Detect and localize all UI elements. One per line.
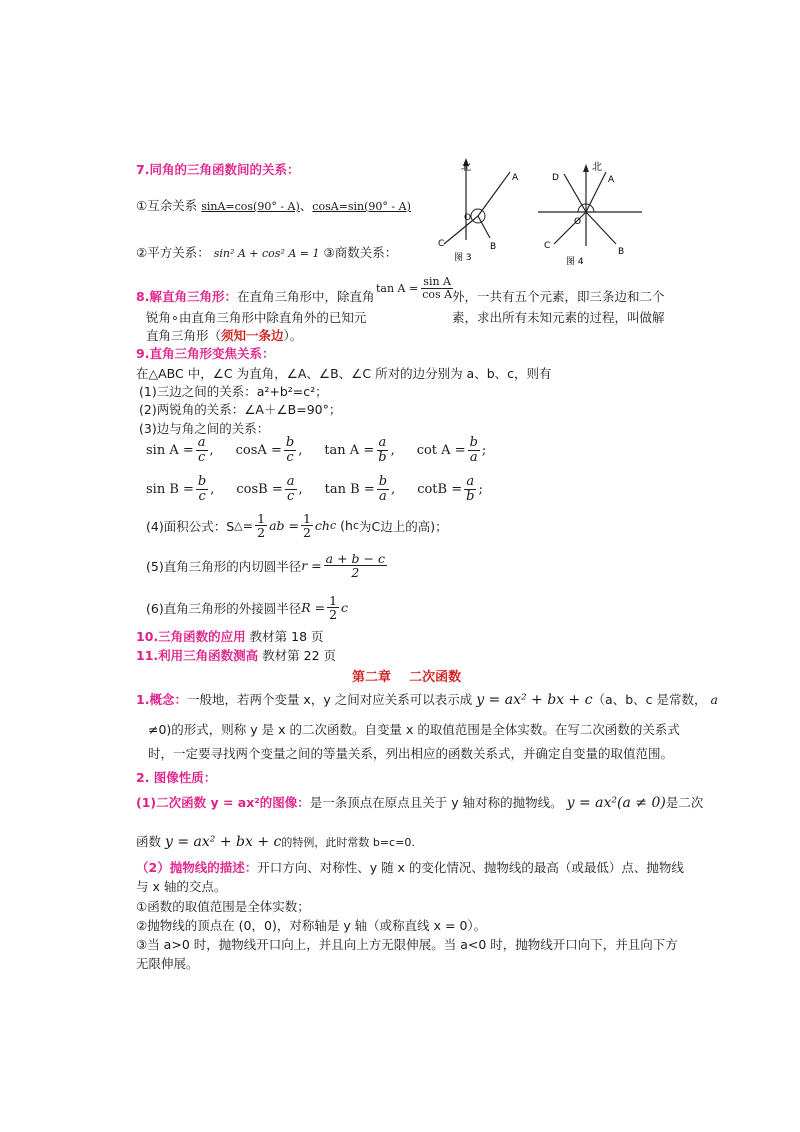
tan-formula bbox=[376, 276, 456, 300]
section11-label: 11.利用三角函数测高 bbox=[136, 648, 259, 663]
section11-text: 教材第 22 页 bbox=[262, 648, 336, 663]
fig4-arrow-icon bbox=[583, 164, 589, 172]
cotA-label: cot A = bbox=[416, 442, 466, 458]
section8-text3: 直角三角形（ bbox=[146, 328, 222, 343]
property1-text: 是一条顶点在原点且关于 y 轴对称的抛物线。 bbox=[309, 795, 563, 810]
line2-suffix: ③商数关系： bbox=[323, 245, 398, 260]
section9-item6 bbox=[146, 594, 348, 621]
property-item1: ①函数的取值范围是全体实数； bbox=[136, 899, 310, 914]
figure-4-diagram bbox=[538, 158, 643, 270]
cotA-den: a bbox=[469, 449, 478, 465]
section8-text3-emphasis: 须知一条边 bbox=[221, 328, 284, 343]
item5-den: 2 bbox=[351, 565, 360, 581]
section10-text: 教材第 18 页 bbox=[249, 629, 324, 644]
fig3-north-label: 北 bbox=[461, 162, 471, 173]
property2-line1 bbox=[136, 858, 684, 876]
section9-item4 bbox=[146, 512, 448, 539]
item6-num: 1 bbox=[329, 593, 338, 608]
section8-label: 8.解直角三角形： bbox=[136, 289, 237, 304]
item4-half2-num: 1 bbox=[302, 511, 311, 526]
fig4-caption: 图 4 bbox=[566, 257, 584, 267]
fig3-caption: 图 3 bbox=[454, 253, 472, 263]
tan-numerator: sin A bbox=[423, 275, 451, 288]
item4-sub: △ bbox=[234, 519, 243, 533]
cosA-label: cosA = bbox=[235, 442, 282, 458]
concept-a-tail: a bbox=[710, 692, 718, 707]
tanA-num: a bbox=[378, 435, 387, 450]
property1-line1 bbox=[136, 793, 703, 811]
fig3-ray-a bbox=[478, 172, 510, 216]
item4-half-den: 2 bbox=[257, 525, 266, 541]
fig4-north-label: 北 bbox=[592, 162, 602, 173]
line2-prefix: ②平方关系： bbox=[136, 245, 210, 260]
property1-tail: 是二次 bbox=[665, 795, 704, 810]
property2-label: （2）抛物线的描述： bbox=[136, 860, 258, 875]
section10 bbox=[136, 627, 324, 645]
line1-sep: 、 bbox=[299, 198, 313, 213]
item4-half2-den: 2 bbox=[302, 525, 311, 541]
section9-item1: (1)三边之间的关系：a²+b²=c²； bbox=[139, 384, 328, 399]
property-item3b: 无限伸展。 bbox=[136, 956, 199, 971]
item5-r: r = bbox=[301, 558, 322, 574]
property1-line2b: 的特例，此时常数 b=c=0. bbox=[281, 836, 415, 849]
trig-row-a: sin A = $\frac{a}{c}$ , cosA = $\frac{b}{c}$ , tan A = $\frac{a}{b}$ , cot A = $\frac{b}{a}$ ; bbox=[146, 435, 487, 465]
item4-eq: = bbox=[242, 518, 254, 534]
section10-label: 10.三角函数的应用 bbox=[136, 629, 246, 644]
property2-text: 开口方向、对称性、y 随 x 的变化情况、抛物线的最高（或最低）点、抛物线 bbox=[257, 860, 684, 875]
item4-suffix-sub: c bbox=[352, 519, 360, 533]
item5-prefix: (5)直角三角形的内切圆半径 bbox=[146, 558, 302, 574]
cosB-num: a bbox=[286, 474, 295, 489]
tan-denominator: cos A bbox=[422, 287, 453, 301]
section8-text1b: 外，一共有五个元素，即三条边和二个 bbox=[452, 289, 665, 304]
item6-prefix: (6)直角三角形的外接圆半径 bbox=[146, 600, 302, 616]
section8-text1: 在直角三角形中，除直角 bbox=[236, 289, 375, 304]
properties-label: 2. 图像性质： bbox=[136, 770, 217, 785]
section9-item2: (2)两锐角的关系：∠A＋∠B=90°； bbox=[139, 402, 342, 417]
item4-ch: ch bbox=[314, 518, 330, 534]
fig3-b-label: B bbox=[490, 242, 497, 252]
tanB-label: tan B = bbox=[324, 481, 375, 497]
concept-text1: 一般地，若两个变量 x，y 之间对应关系可以表示成 bbox=[186, 692, 473, 707]
item6-den: 2 bbox=[329, 607, 338, 623]
item4-prefix: (4)面积公式：S bbox=[146, 518, 235, 534]
tan-lhs: tan A = bbox=[376, 281, 419, 295]
section9-item5 bbox=[146, 552, 389, 579]
line1-eq1: sinA=cos(90° - A) bbox=[201, 200, 300, 213]
property-item2: ②抛物线的顶点在 (0，0)，对称轴是 y 轴（或称直线 x = 0）。 bbox=[136, 918, 487, 933]
item6-r: R = bbox=[301, 600, 326, 616]
section7-line1 bbox=[136, 196, 411, 214]
item4-half-num: 1 bbox=[257, 511, 266, 526]
section9-title: 9.直角三角形变焦关系： bbox=[136, 346, 275, 361]
fig4-o-label: O bbox=[574, 217, 582, 227]
section7-line2 bbox=[136, 243, 397, 261]
fig4-b-label: B bbox=[618, 247, 625, 257]
item4-suffix-end: 为C边上的高)； bbox=[359, 518, 448, 534]
trig-row-b: sin B = $\frac{b}{c}$ , cosB = $\frac{a}{c}$ , tan B = $\frac{b}{a}$ , cotB = $\frac{a}{b}$ ; bbox=[146, 474, 483, 504]
section8-text2: 锐角∘由直角三角形中除直角外的已知元 bbox=[146, 310, 367, 325]
concept-text1b: （a、b、c 是常数， bbox=[592, 692, 707, 707]
fig3-o-label: O bbox=[464, 213, 472, 223]
item6-c: c bbox=[341, 600, 349, 616]
sinA-label: sin A = bbox=[146, 442, 194, 458]
section9-item3: (3)边与角之间的关系： bbox=[139, 421, 270, 436]
section8-line3 bbox=[146, 326, 302, 344]
concept-line3: 时，一定要寻找两个变量之间的等量关系，列出相应的函数关系式，并确定自变量的取值范围。 bbox=[148, 746, 674, 761]
item4-ab: ab = bbox=[269, 518, 299, 534]
property-item3: ③当 a>0 时，抛物线开口向上，并且向上方无限伸展。当 a<0 时，抛物线开口向下，并且向下方 bbox=[136, 937, 678, 952]
fig3-c-label: C bbox=[438, 239, 445, 249]
line1-eq2: cosA=sin(90° - A) bbox=[312, 200, 411, 213]
fig4-ray-b bbox=[586, 212, 616, 244]
sinB-num: b bbox=[197, 474, 207, 489]
cotA-num: b bbox=[469, 435, 478, 450]
cosB-den: c bbox=[286, 488, 295, 504]
property1-line2-formula: y = ax² + bx + c bbox=[165, 834, 282, 850]
concept-line2: ≠0)的形式，则称 y 是 x 的二次函数。自变量 x 的取值范围是全体实数。在写二次函数的关系式 bbox=[148, 722, 680, 737]
property1-line2a: 函数 bbox=[136, 834, 162, 849]
cotB-den: b bbox=[466, 488, 475, 504]
section8-text3-end: ）。 bbox=[283, 328, 303, 343]
section8-line1 bbox=[136, 287, 374, 305]
cosA-num: b bbox=[285, 435, 295, 450]
property1-formula: y = ax²(a ≠ 0) bbox=[566, 795, 666, 811]
tanA-den: b bbox=[378, 449, 387, 465]
sinA-num: a bbox=[197, 435, 206, 450]
fig4-ray-a bbox=[586, 172, 606, 212]
cotB-num: a bbox=[466, 474, 475, 489]
cosB-label: cosB = bbox=[236, 481, 283, 497]
property2-line2: 与 x 轴的交点。 bbox=[136, 879, 227, 894]
section9-intro: 在△ABC 中，∠C 为直角，∠A、∠B、∠C 所对的边分别为 a、b、c，则有 bbox=[136, 366, 552, 381]
sinB-den: c bbox=[198, 488, 206, 504]
tanB-den: a bbox=[379, 488, 387, 504]
sinB-label: sin B = bbox=[146, 481, 194, 497]
sinA-den: c bbox=[197, 449, 206, 465]
property1-label: (1)二次函数 y = ax²的图像： bbox=[136, 795, 310, 810]
fig3-a-label: A bbox=[512, 173, 519, 183]
item4-suffix: (h bbox=[340, 518, 353, 534]
concept-formula: y = ax² + bx + c bbox=[476, 692, 593, 708]
line1-prefix: ①互余关系 bbox=[136, 198, 198, 213]
cosA-den: c bbox=[286, 449, 294, 465]
fig4-ray-c bbox=[554, 212, 586, 244]
property1-line2 bbox=[136, 832, 415, 850]
section7-title: 7.同角的三角函数间的关系： bbox=[136, 162, 300, 177]
cotB-label: cotB = bbox=[417, 481, 463, 497]
fig4-d-label: D bbox=[552, 173, 559, 183]
square-relation-formula: sin² A + cos² A = 1 bbox=[213, 247, 320, 260]
figure-3-diagram bbox=[428, 150, 533, 265]
item5-num: a + b − c bbox=[325, 551, 385, 566]
concept-label: 1.概念： bbox=[136, 692, 187, 707]
concept-line1 bbox=[136, 690, 718, 708]
chapter-title: 第二章 二次函数 bbox=[352, 670, 462, 685]
fig4-c-label: C bbox=[544, 241, 551, 251]
section8-text2b: 素，求出所有未知元素的过程，叫做解 bbox=[452, 310, 665, 325]
item4-ch-sub: c bbox=[329, 519, 337, 533]
fig4-ray-d bbox=[564, 174, 586, 212]
tanA-label: tan A = bbox=[324, 442, 375, 458]
fig4-a-label: A bbox=[608, 175, 615, 185]
tanB-num: b bbox=[378, 474, 388, 489]
section11 bbox=[136, 646, 336, 664]
